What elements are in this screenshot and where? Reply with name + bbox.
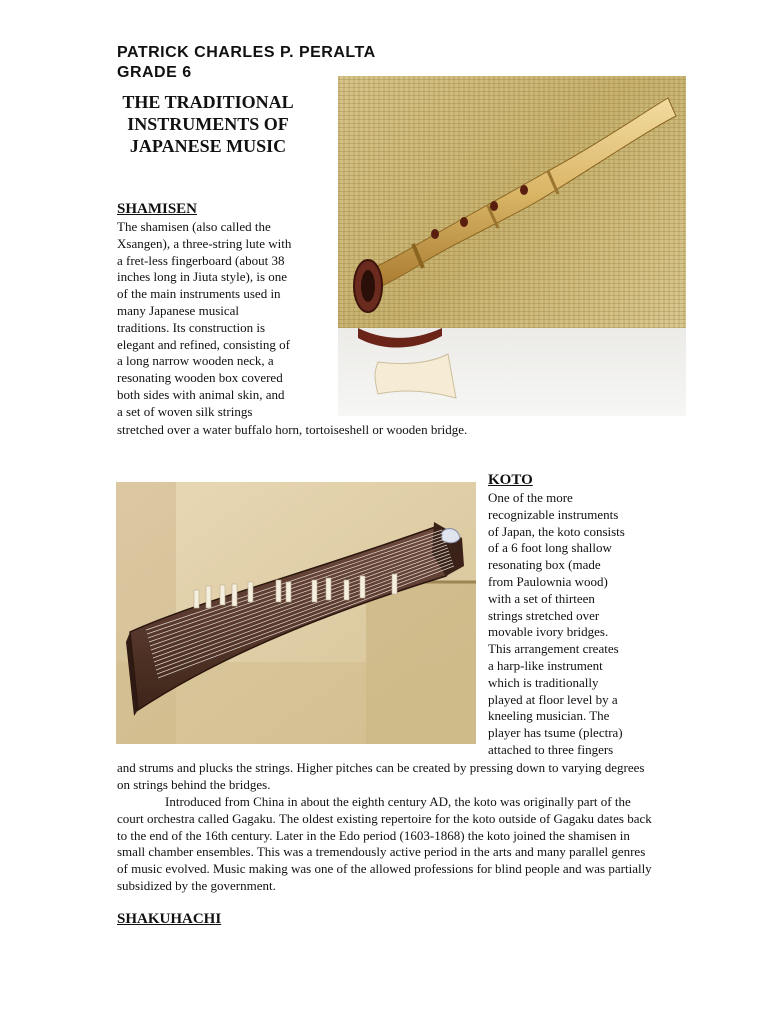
text-line: resonating wooden box covered [117,370,283,386]
text-line: Xsangen), a three-string lute with [117,235,292,251]
paragraph: and strums and plucks the strings. Higher pitches can be created by pressing down to varying degrees on strings behind the bridges. [117,760,645,792]
grade-label: GRADE 6 [117,64,192,81]
title-line: INSTRUMENTS OF [127,114,289,134]
paragraph: Introduced from China in about the eighth century AD, the koto was originally part of the court orchestra called Gagaku. The oldest existing repertoire for the koto outside of Gagaku dates back to the end of the 16th century. Later in the Edo period (1603-1868) the koto joined the shamisen in small chamber ensembles. This was a tremendously active period in the arts and many parallel genres of music evolved. Music making was one of the allowed professions for blind people and was partially subsidized by the government. [117,794,652,893]
shakuhachi-photo [338,76,686,416]
text-line: attached to three fingers [488,741,614,757]
text-line: elegant and refined, consisting of [117,336,290,352]
title-line: THE TRADITIONAL [122,92,294,112]
text-line: both sides with animal skin, and [117,386,285,402]
text-line: played at floor level by a [488,691,618,707]
text-line: with a set of thirteen [488,590,595,606]
shakuhachi-heading: SHAKUHACHI [117,911,222,927]
text-line: many Japanese musical [117,302,240,318]
text-line: This arrangement creates [488,641,619,657]
koto-paragraph-2 [117,794,655,895]
flute-illustration [338,76,686,416]
text-line: a harp-like instrument [488,657,603,673]
text-line: One of the more [488,490,573,505]
koto-photo [116,482,476,744]
document-title [108,91,308,157]
text-line: inches long in Jiuta style), is one [117,269,288,285]
koto-heading: KOTO [488,472,533,488]
text-line: of Japan, the koto consists [488,523,625,539]
title-line: JAPANESE MUSIC [129,136,287,156]
text-line: recognizable instruments [488,506,619,522]
koto-paragraph-1-end [117,760,655,794]
text-line: which is traditionally [488,674,599,690]
shamisen-text-full-line: stretched over a water buffalo horn, tortoiseshell or wooden bridge. [117,422,468,437]
text-line: traditions. Its construction is [117,319,266,335]
text-line: a set of woven silk strings [117,403,253,419]
text-line: of a 6 foot long shallow [488,540,612,556]
text-line: a long narrow wooden neck, a [117,353,274,369]
text-line: of the main instruments used in [117,286,281,302]
author-name: PATRICK CHARLES P. PERALTA [117,44,376,61]
text-line: player has tsume (plectra) [488,725,623,741]
shamisen-heading: SHAMISEN [117,201,198,217]
koto-illustration [116,482,476,744]
text-line: resonating box (made [488,557,601,573]
shamisen-text-column [117,219,337,421]
text-line: The shamisen (also called the [117,219,271,234]
text-line: a fret-less fingerboard (about 38 [117,252,285,268]
koto-text-column [488,490,668,759]
text-line: strings stretched over [488,607,600,623]
text-line: kneeling musician. The [488,708,610,724]
text-line: movable ivory bridges. [488,624,609,640]
text-line: from Paulownia wood) [488,573,608,589]
